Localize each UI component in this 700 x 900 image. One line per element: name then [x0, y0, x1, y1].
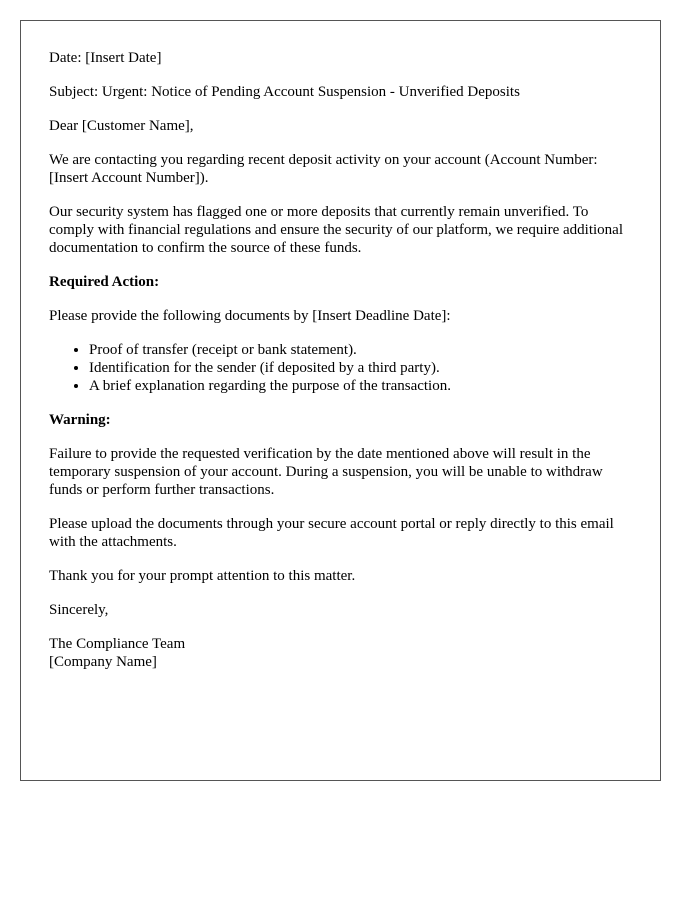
- required-action-heading-text: Required Action:: [49, 274, 160, 290]
- required-action-heading: [49, 273, 632, 291]
- date-line: Date: [Insert Date]: [49, 50, 162, 66]
- signature-company: [Company Name]: [49, 654, 157, 670]
- warning-paragraph: Failure to provide the requested verification by the date mentioned above will result in the temporary suspension of your account. During a suspension, you will be unable to withdraw funds or perform further transactions.: [49, 446, 603, 498]
- warning-heading-text: Warning:: [49, 412, 111, 428]
- subject-line: Subject: Urgent: Notice of Pending Account Suspension - Unverified Deposits: [49, 84, 520, 100]
- warning-heading: [49, 411, 632, 429]
- required-documents-list: [49, 341, 632, 395]
- closing: Sincerely,: [49, 602, 109, 618]
- list-item: • A brief explanation regarding the purpose of the transaction.: [89, 377, 632, 395]
- signature-team: The Compliance Team: [49, 636, 186, 652]
- upload-paragraph: Please upload the documents through your secure account portal or reply directly to this email with the attachments.: [49, 516, 614, 550]
- letter-document: [20, 20, 661, 781]
- signature: [49, 635, 632, 671]
- list-item: • Identification for the sender (if deposited by a third party).: [89, 359, 632, 377]
- salutation: Dear [Customer Name],: [49, 118, 194, 134]
- security-paragraph: Our security system has flagged one or more deposits that currently remain unverified. To comply with financial regulations and ensure the security of our platform, we require additional documentation to confirm the source of these funds.: [49, 204, 623, 256]
- thanks-paragraph: Thank you for your prompt attention to this matter.: [49, 568, 356, 584]
- required-action-intro: Please provide the following documents by [Insert Deadline Date]:: [49, 308, 451, 324]
- list-item: • Proof of transfer (receipt or bank statement).: [89, 341, 632, 359]
- intro-paragraph: We are contacting you regarding recent deposit activity on your account (Account Number: [Insert Account Number]).: [49, 152, 598, 186]
